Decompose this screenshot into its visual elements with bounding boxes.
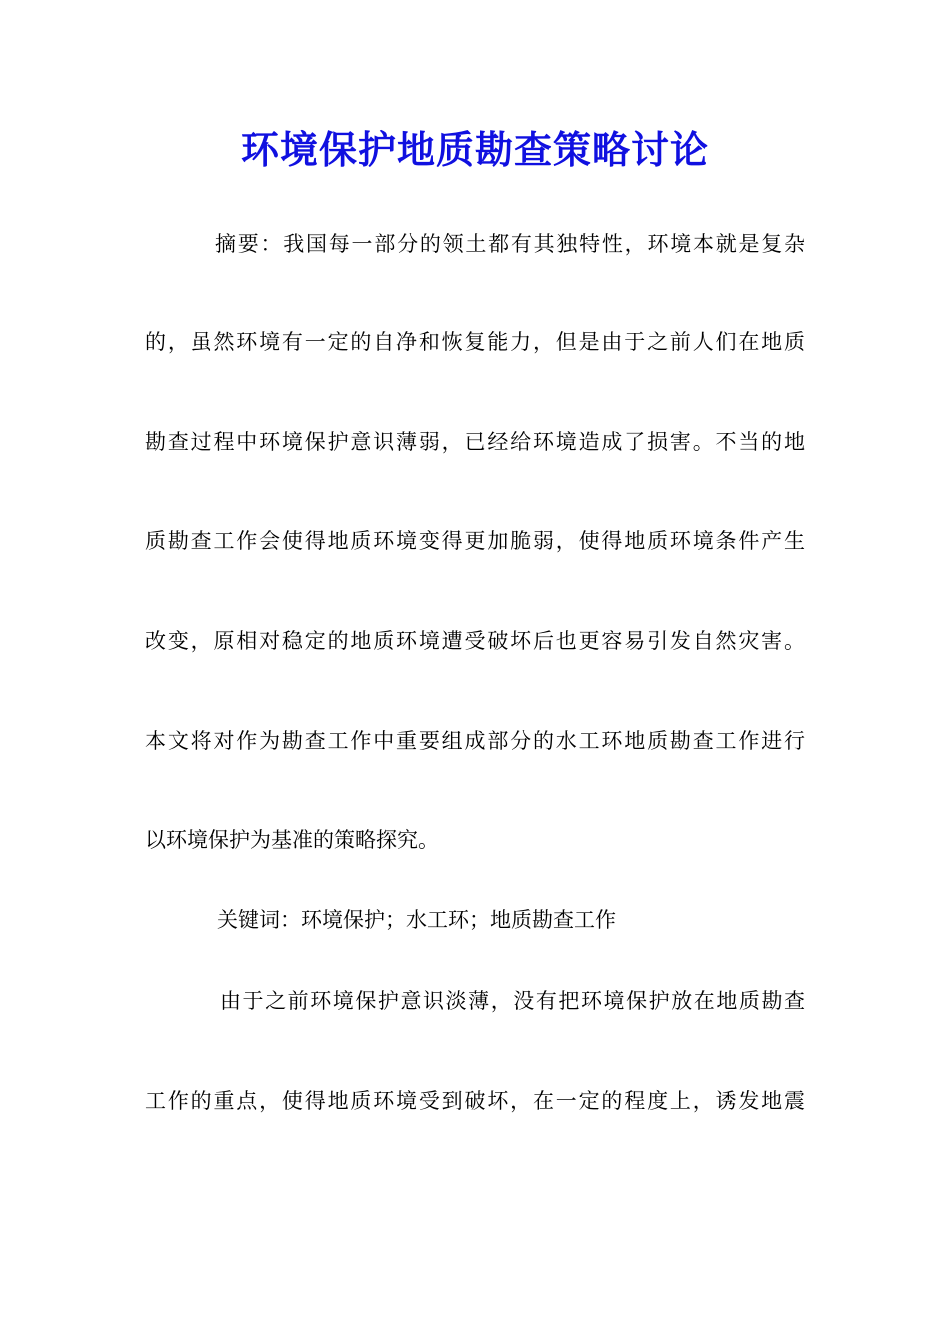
- abstract-line: 摘要：我国每一部分的领土都有其独特性，环境本就是复杂: [215, 232, 805, 256]
- body-line: 工作的重点，使得地质环境受到破坏，在一定的程度上，诱发地震: [145, 1089, 805, 1113]
- abstract-line: 以环境保护为基准的策略探究。: [145, 828, 439, 852]
- abstract-line: 勘查过程中环境保护意识薄弱，已经给环境造成了损害。不当的地: [145, 430, 805, 454]
- abstract-line: 改变，原相对稳定的地质环境遭受破坏后也更容易引发自然灾害。: [145, 629, 805, 653]
- body-line: 由于之前环境保护意识淡薄，没有把环境保护放在地质勘查: [220, 989, 805, 1013]
- abstract-line: 的，虽然环境有一定的自净和恢复能力，但是由于之前人们在地质: [145, 330, 805, 354]
- keywords-line: 关键词：环境保护；水工环；地质勘查工作: [217, 908, 616, 932]
- abstract-line: 本文将对作为勘查工作中重要组成部分的水工环地质勘查工作进行: [145, 729, 805, 753]
- document-title: 环境保护地质勘查策略讨论: [240, 127, 709, 172]
- abstract-line: 质勘查工作会使得地质环境变得更加脆弱，使得地质环境条件产生: [145, 529, 805, 553]
